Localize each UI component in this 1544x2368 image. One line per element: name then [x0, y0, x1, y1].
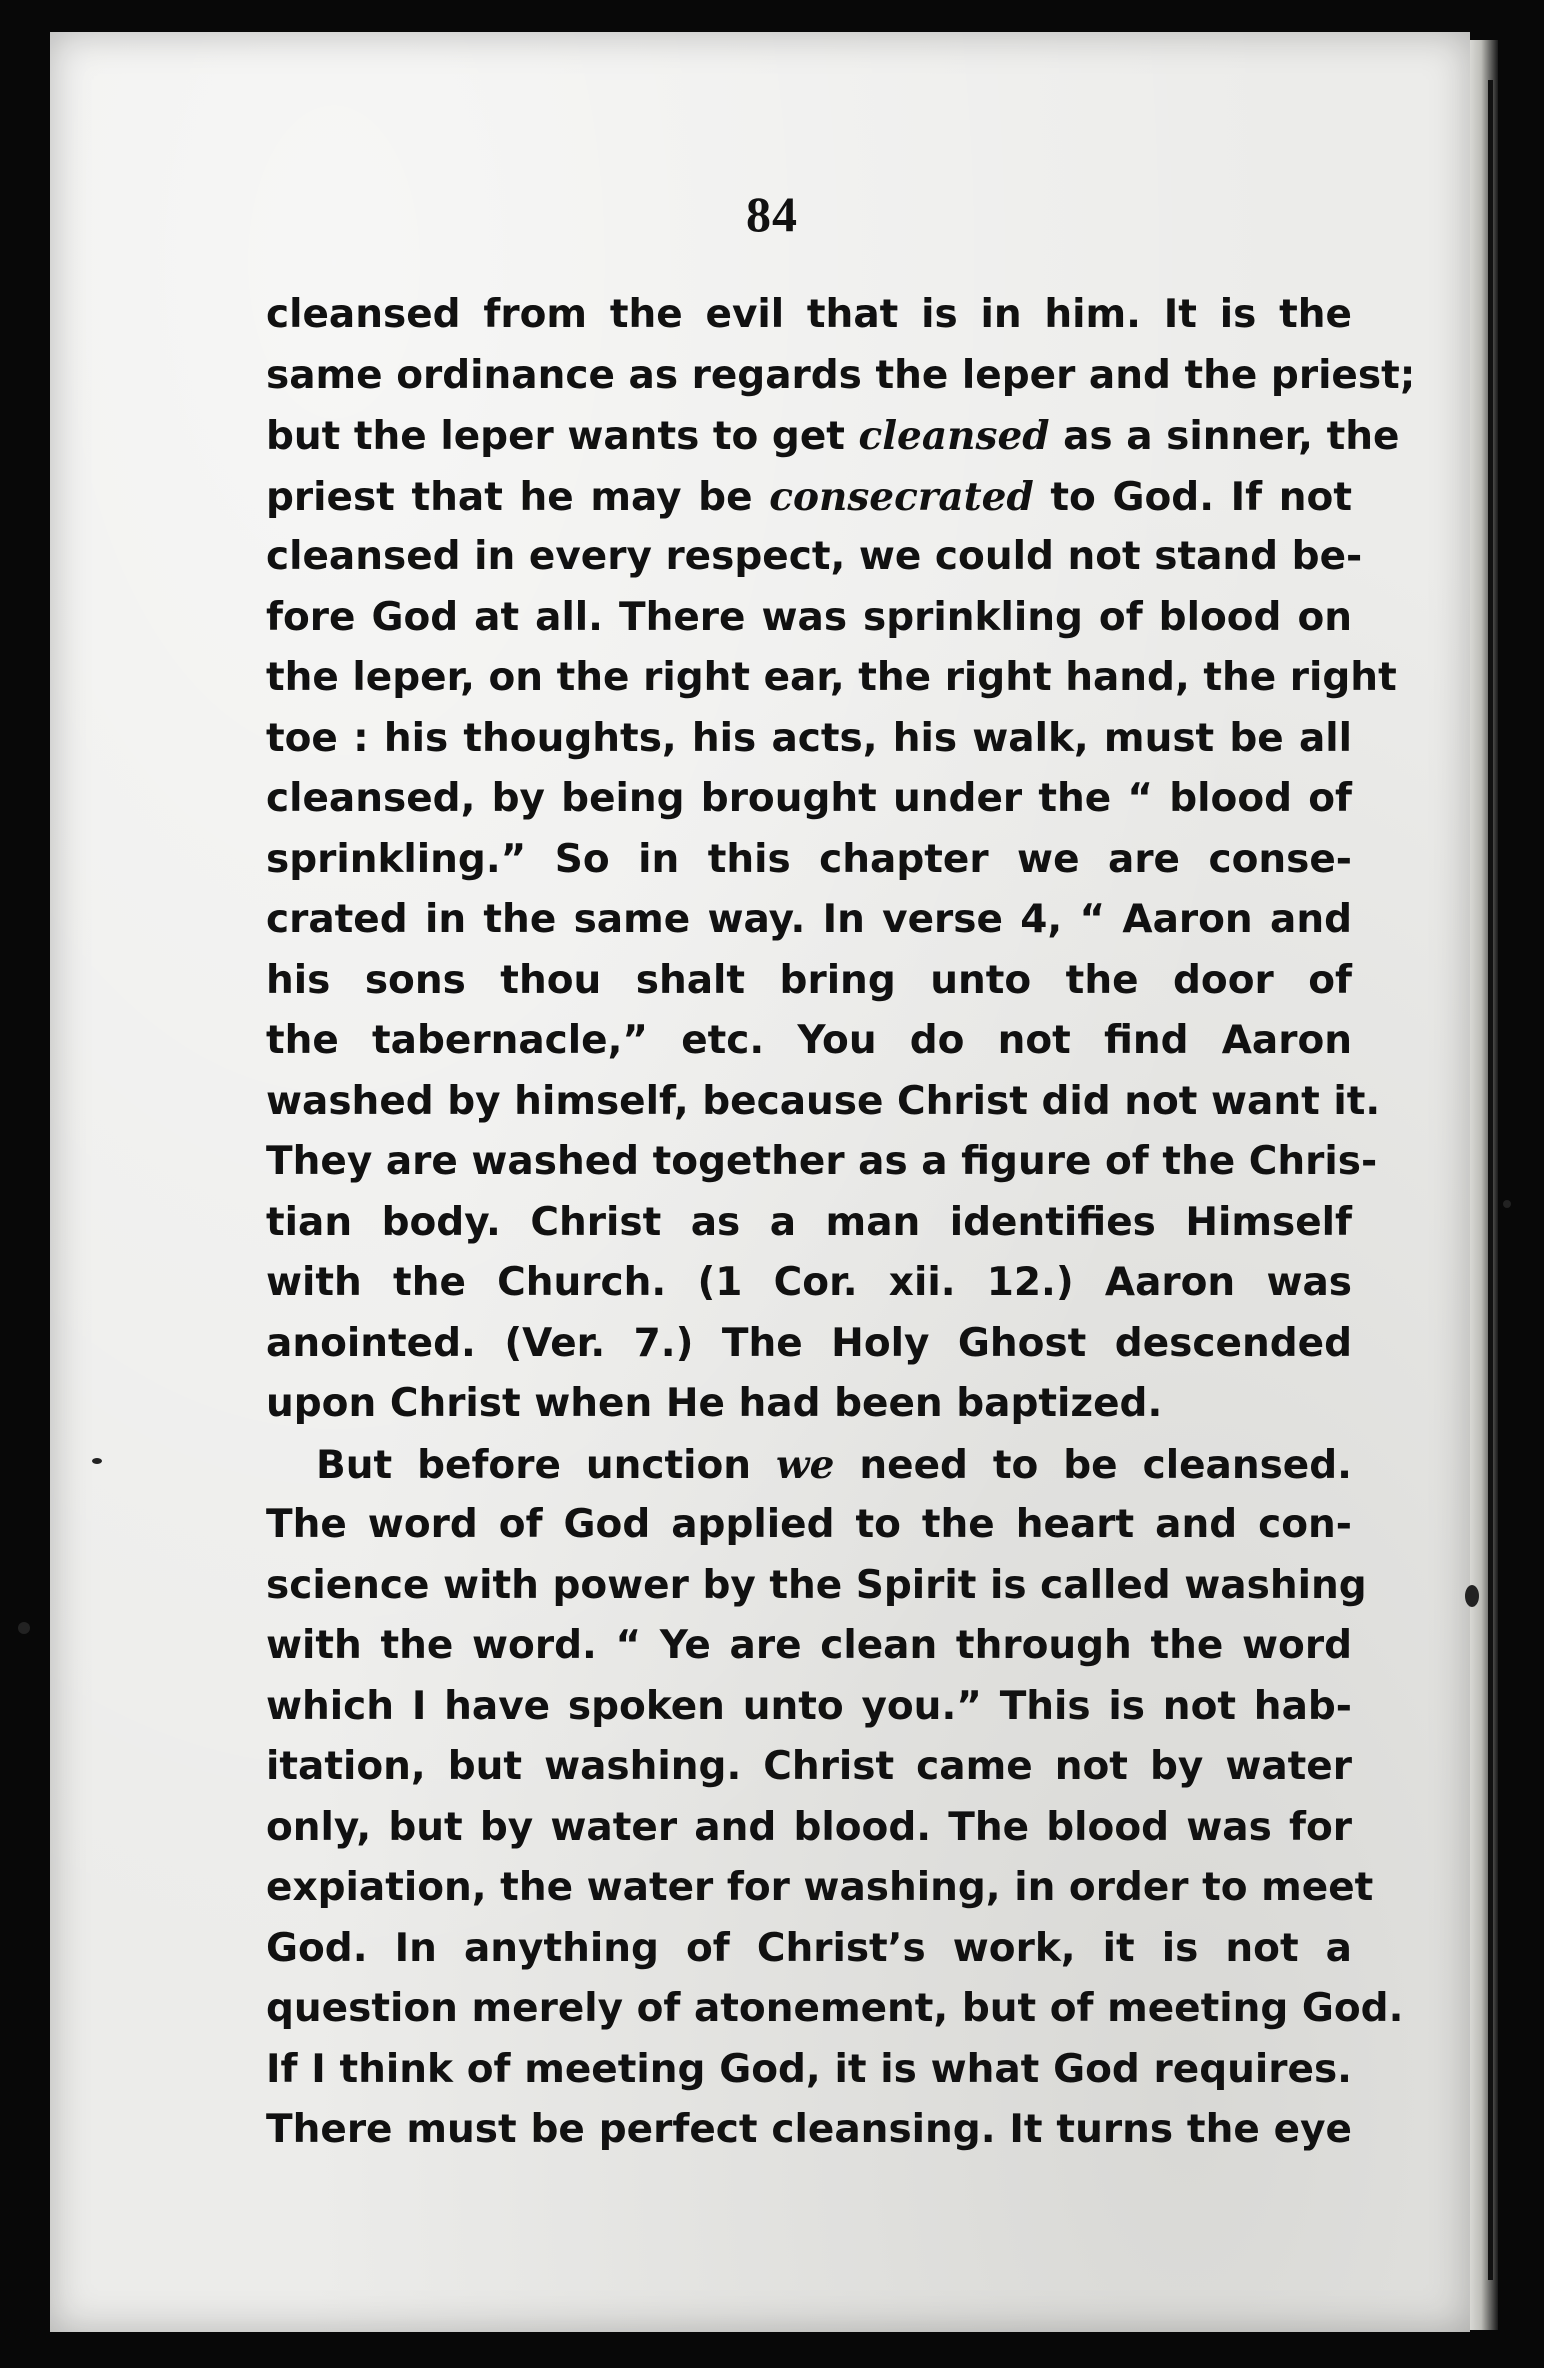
text-run: itation, but washing. Christ came not by water — [266, 1744, 1352, 1789]
text-run: The word of God applied to the heart and con- — [266, 1502, 1352, 1547]
text-run: need to be cleansed. — [834, 1442, 1352, 1488]
text-run: cleansed, by being brought under the “ blood of — [266, 776, 1352, 821]
text-run: fore God at all. There was sprinkling of blood on — [266, 594, 1352, 640]
text-run: as a sinner, the — [1049, 414, 1400, 459]
scan-speck — [1503, 1200, 1511, 1208]
text-run: the tabernacle,” etc. You do not find Aaron — [266, 1018, 1352, 1063]
text-run: question merely of atonement, but of meeting God. — [266, 1986, 1404, 2031]
text-line — [266, 1011, 1352, 1072]
text-line — [266, 1495, 1352, 1556]
italic-word: consecrated — [769, 473, 1034, 520]
text-line — [266, 1132, 1378, 1193]
text-line — [266, 467, 1352, 528]
text-line — [266, 346, 1416, 407]
text-line — [266, 709, 1352, 770]
body-text — [266, 285, 1416, 2161]
text-line — [266, 1919, 1352, 1980]
text-line — [266, 1616, 1352, 1677]
italic-word: we — [776, 1441, 835, 1488]
text-run: cleansed from the evil that is in him. It is the — [266, 292, 1352, 337]
text-run: which I have spoken unto you.” This is not hab- — [266, 1683, 1352, 1729]
text-run: anointed. (Ver. 7.) The Holy Ghost descended — [266, 1320, 1352, 1366]
text-run: priest that he may be — [266, 474, 770, 520]
text-run: washed by himself, because Christ did not want it. — [266, 1078, 1381, 1124]
text-run: They are washed together as a figure of the Chris- — [266, 1139, 1378, 1184]
text-line — [266, 2040, 1352, 2101]
text-run: toe : his thoughts, his acts, his walk, must be all — [266, 715, 1352, 761]
text-line — [266, 2100, 1352, 2161]
text-line — [266, 890, 1352, 951]
text-line — [266, 1193, 1352, 1254]
text-line — [266, 1435, 1352, 1496]
text-run: crated in the same way. In verse 4, “ Aaron and — [266, 897, 1352, 942]
text-line — [266, 1677, 1352, 1738]
text-line — [266, 285, 1352, 346]
scan-speck — [1465, 1585, 1479, 1607]
text-run: same ordinance as regards the leper and the priest; — [266, 352, 1416, 398]
text-run: science with power by the Spirit is called washing — [266, 1562, 1367, 1608]
text-line — [266, 1556, 1367, 1617]
text-line — [266, 1798, 1352, 1859]
text-run: expiation, the water for washing, in order to meet — [266, 1865, 1374, 1910]
text-run: God. In anything of Christ’s work, it is not a — [266, 1925, 1352, 1971]
text-run: his sons thou shalt bring unto the door of — [266, 957, 1352, 1003]
text-run: sprinkling.” So in this chapter we are conse- — [266, 836, 1352, 882]
text-line — [266, 1253, 1352, 1314]
text-run: If I think of meeting God, it is what God requires. — [266, 2046, 1352, 2092]
italic-word: cleansed — [858, 413, 1050, 459]
text-line — [266, 1072, 1381, 1133]
text-line — [266, 1314, 1352, 1375]
text-line — [266, 588, 1352, 649]
text-line — [266, 769, 1352, 830]
text-run: with the Church. (1 Cor. xii. 12.) Aaron was — [266, 1260, 1352, 1305]
text-line — [266, 406, 1400, 467]
text-run: upon Christ when He had been baptized. — [266, 1381, 1163, 1426]
text-run: to God. If not — [1033, 474, 1352, 520]
page-number: 84 — [746, 186, 798, 242]
text-line — [266, 1374, 1352, 1435]
page-edge — [1470, 40, 1498, 2330]
text-run: but the leper wants to get — [266, 414, 859, 459]
text-run: tian body. Christ as a man identifies Himself — [266, 1199, 1352, 1245]
text-line — [266, 1979, 1404, 2040]
text-line — [266, 648, 1397, 709]
text-run: with the word. “ Ye are clean through the word — [266, 1623, 1352, 1668]
text-run: the leper, on the right ear, the right hand, the right — [266, 655, 1397, 700]
text-line — [266, 527, 1363, 588]
scan-speck — [92, 1458, 102, 1464]
text-line — [266, 1858, 1374, 1919]
text-run: But before unction — [316, 1442, 777, 1488]
scan-speck — [18, 1622, 30, 1634]
text-line — [266, 951, 1352, 1012]
text-line — [266, 1737, 1352, 1798]
text-run: There must be perfect cleansing. It turns the eye — [266, 2107, 1352, 2152]
text-run: only, but by water and blood. The blood was for — [266, 1804, 1352, 1850]
text-line — [266, 830, 1352, 891]
text-run: cleansed in every respect, we could not stand be- — [266, 534, 1363, 579]
binding-shadow — [1488, 80, 1493, 2280]
